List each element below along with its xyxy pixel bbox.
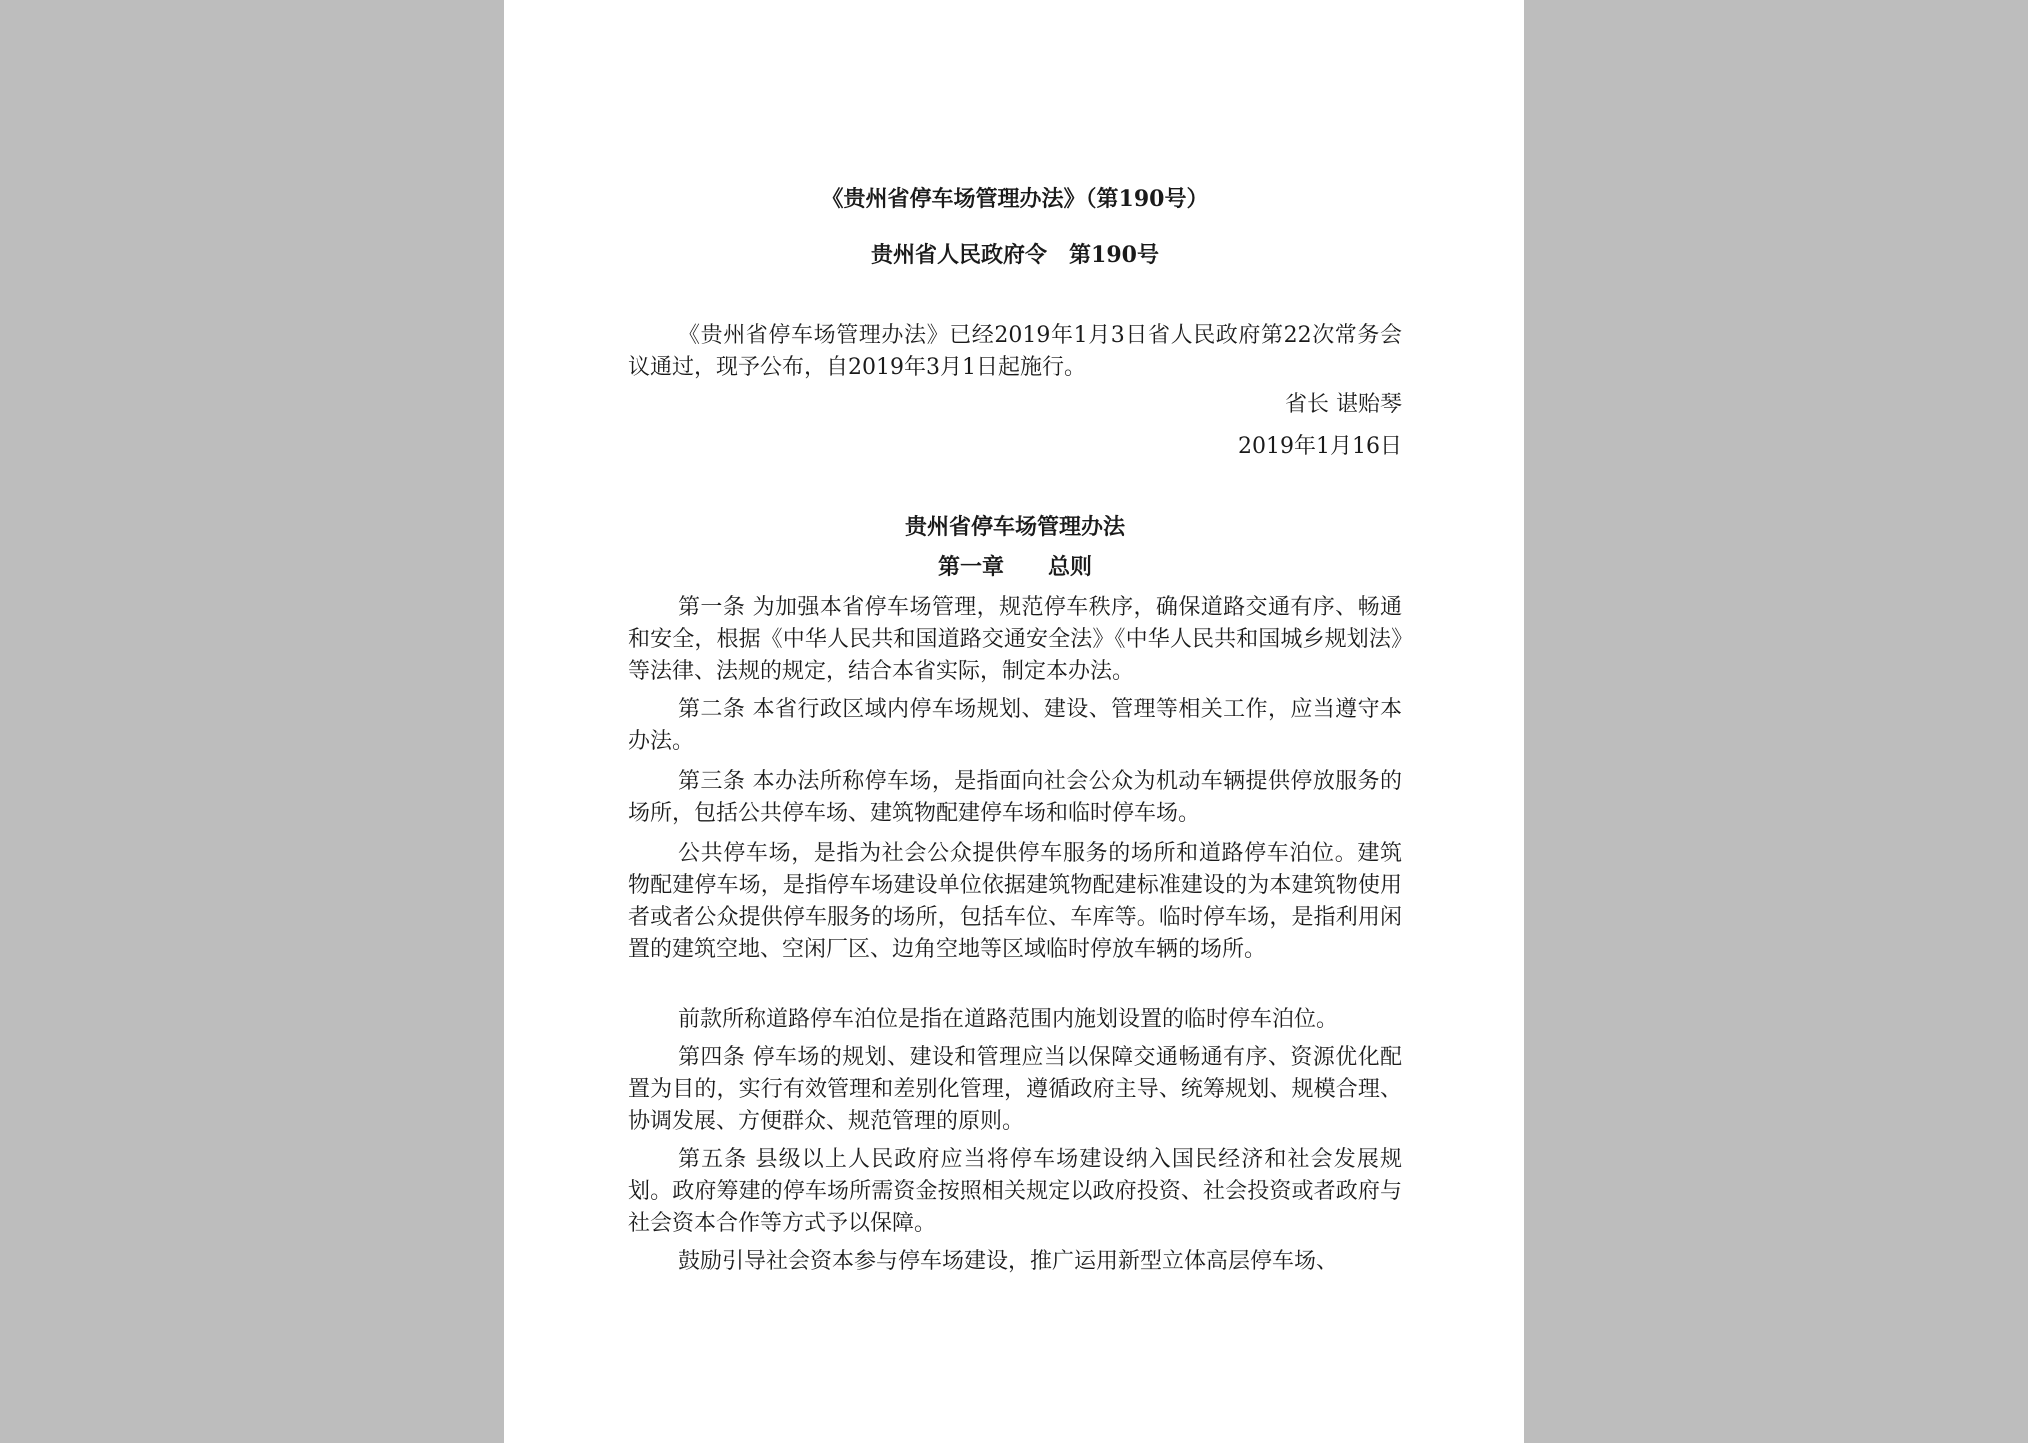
preamble: 《贵州省停车场管理办法》已经2019年1月3日省人民政府第22次常务会议通过，现予公布，自2019年3月1日起施行。 <box>628 323 1402 380</box>
document-title: 《贵州省停车场管理办法》（第190号） <box>821 186 1209 212</box>
paragraph-article-2: 第二条 本省行政区域内停车场规划、建设、管理等相关工作，应当遵守本办法。 <box>628 697 1402 754</box>
order-line: 贵州省人民政府令 第190号 <box>871 242 1159 268</box>
paragraph-article-1: 第一条 为加强本省停车场管理，规范停车秩序，确保道路交通有序、畅通和安全，根据《中华人民共和国道路交通安全法》《中华人民共和国城乡规划法》等法律、法规的规定，结合本省实际，制定本办法。 <box>628 595 1402 684</box>
document-date: 2019年1月16日 <box>1238 434 1402 459</box>
paragraph-public-parking: 公共停车场，是指为社会公众提供停车服务的场所和道路停车泊位。建筑物配建停车场，是指停车场建设单位依据建筑物配建标准建设的为本建筑物使用者或者公众提供停车服务的场所，包括车位、车库等。临时停车场，是指利用闲置的建筑空地、空闲厂区、边角空地等区域临时停放车辆的场所。 <box>628 841 1402 962</box>
chapter-title: 第一章 总则 <box>937 554 1092 580</box>
paragraph-article-3: 第三条 本办法所称停车场，是指面向社会公众为机动车辆提供停放服务的场所，包括公共停车场、建筑物配建停车场和临时停车场。 <box>628 769 1402 826</box>
signature: 省长 谌贻琴 <box>1285 392 1402 417</box>
section-title: 贵州省停车场管理办法 <box>904 514 1125 540</box>
document-page <box>504 0 1524 1443</box>
paragraph-article-5: 第五条 县级以上人民政府应当将停车场建设纳入国民经济和社会发展规划。政府筹建的停车场所需资金按照相关规定以政府投资、社会投资或者政府与社会资本合作等方式予以保障。 <box>628 1147 1402 1236</box>
paragraph-social-capital: 鼓励引导社会资本参与停车场建设，推广运用新型立体高层停车场、 <box>678 1249 1339 1274</box>
paragraph-road-parking: 前款所称道路停车泊位是指在道路范围内施划设置的临时停车泊位。 <box>678 1007 1339 1032</box>
paragraph-article-4: 第四条 停车场的规划、建设和管理应当以保障交通畅通有序、资源优化配置为目的，实行有效管理和差别化管理，遵循政府主导、统筹规划、规模合理、协调发展、方便群众、规范管理的原则。 <box>628 1045 1402 1134</box>
